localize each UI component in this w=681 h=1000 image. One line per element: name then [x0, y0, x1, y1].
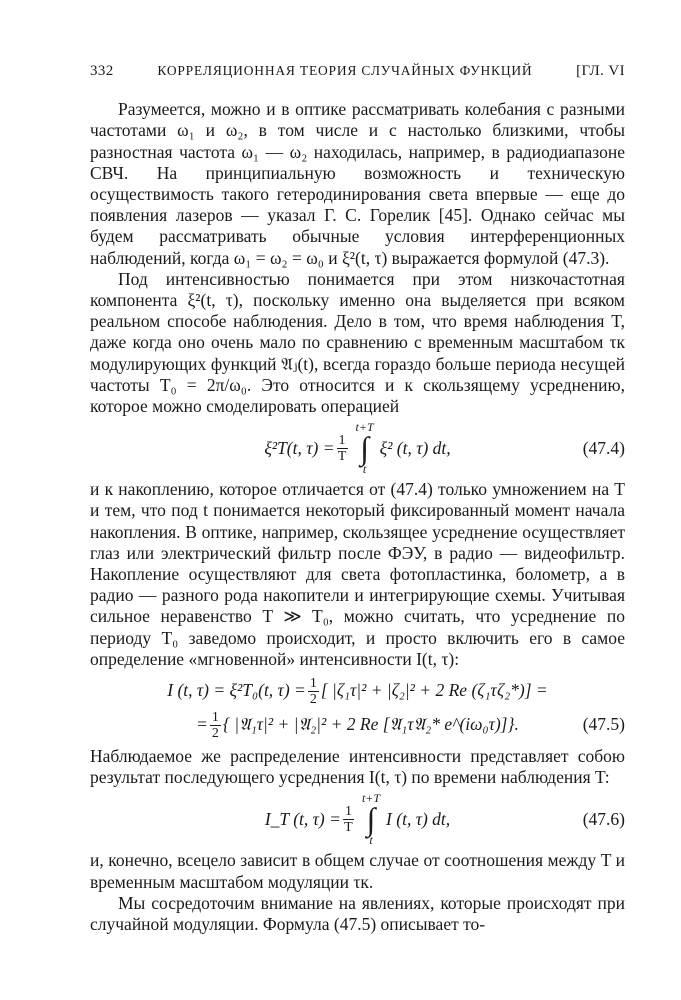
integral-sign: t+T ∫ t	[361, 791, 381, 848]
fraction: $\frac{1}{2}$	[309, 675, 317, 707]
equation-number: (47.6)	[582, 808, 625, 829]
equation-body: [ |ζ₁τ|² + |ζ₂|² + 2 Re (ζ₁τζ₂*)] =	[320, 680, 548, 701]
equation-lhs: I_T (t, τ) =	[264, 808, 341, 829]
equation-body: I (t, τ) dt,	[386, 808, 451, 829]
equation-47-5-line-1	[90, 674, 625, 708]
paragraph-2: Под интенсивностью понимается при этом низкочастотная компонента ξ²(t, τ), поскольку именно она выделяется при всяком реальном способе наблюдения. Дело в том, что время наблюдения T, даже когда оно очень мало по сравнению с временным масштабом τк модулирующих функций 𝔄ⱼ(t), всегда гораздо больше периода несущей частоты T₀ = 2π/ω₀. Это относится и к скользящему усреднению, которое можно смоделировать операцией	[90, 268, 625, 417]
equation-lhs: I (t, τ) = ξ²T₀(t, τ) =	[167, 680, 306, 701]
paragraph-5: и, конечно, всецело зависит в общем случае от соотношения между T и временным масштабом модуляции τк.	[90, 850, 625, 892]
fraction: $\frac{1}{2}$	[211, 709, 219, 741]
equation-body: ξ² (t, τ) dt,	[379, 437, 451, 458]
running-title: КОРРЕЛЯЦИОННАЯ ТЕОРИЯ СЛУЧАЙНЫХ ФУНКЦИЙ	[157, 63, 533, 78]
equation-body: { |𝔄₁τ|² + |𝔄₂|² + 2 Re [𝔄₁τ𝔄₂* e^(iω₀τ)]}.	[222, 714, 519, 735]
paragraph-3: и к накоплению, которое отличается от (47.4) только умножением на T и тем, что под t понимается некоторый фиксированный момент начала накопления. В оптике, например, скользящее усреднение осуществляет глаз или электрический фильтр после ФЭУ, в радио — видеофильтр. Накопление осуществляют для света фотопластинка, болометр, а в радио — разного рода накопители и интегрирующие схемы. Учитывая сильное неравенство T ≫ T₀, можно считать, что усреднение по периоду T₀ заведомо происходит, и просто включить его в самое определение «мгновенной» интенсивности I(t, τ):	[90, 479, 625, 669]
paragraph-1: Разумеется, можно и в оптике рассматривать колебания с разными частотами ω₁ и ω₂, в том числе и с настолько близкими, чтобы разностная частота ω₁ — ω₂ находилась, например, в радиодиапазоне СВЧ. На принципиальную возможность и техническую осуществимость такого гетеродинирования света впервые — еще до появления лазеров — указал Г. С. Горелик [45]. Однако сейчас мы будем рассматривать обычные условия интерференционных наблюдений, когда ω₁ = ω₂ = ω₀ и ξ²(t, τ) выражается формулой (47.3).	[90, 99, 625, 268]
fraction: $\frac{1}{T}$	[344, 803, 353, 835]
paragraph-4: Наблюдаемое же распределение интенсивности представляет собою результат последующего усреднения I(t, τ) по времени наблюдения T:	[90, 746, 625, 788]
equation-47-6	[90, 788, 625, 850]
paragraph-6: Мы сосредоточим внимание на явлениях, которые происходят при случайной модуляции. Формула (47.5) описывает то-	[90, 892, 625, 935]
equation-number: (47.4)	[582, 437, 625, 458]
fraction: $\frac{1}{T}$	[337, 432, 347, 464]
chapter-label: [ГЛ. VI	[576, 63, 625, 79]
equation-lhs: ξ²T(t, τ) =	[264, 437, 335, 458]
integral-sign: t+T ∫ t	[355, 420, 374, 477]
equation-47-4	[90, 417, 625, 479]
equation-number: (47.5)	[582, 714, 625, 735]
equation-lhs: =	[196, 714, 208, 735]
page-number: 332	[90, 63, 114, 79]
page-header	[90, 60, 625, 82]
equation-47-5-line-2	[90, 708, 625, 742]
